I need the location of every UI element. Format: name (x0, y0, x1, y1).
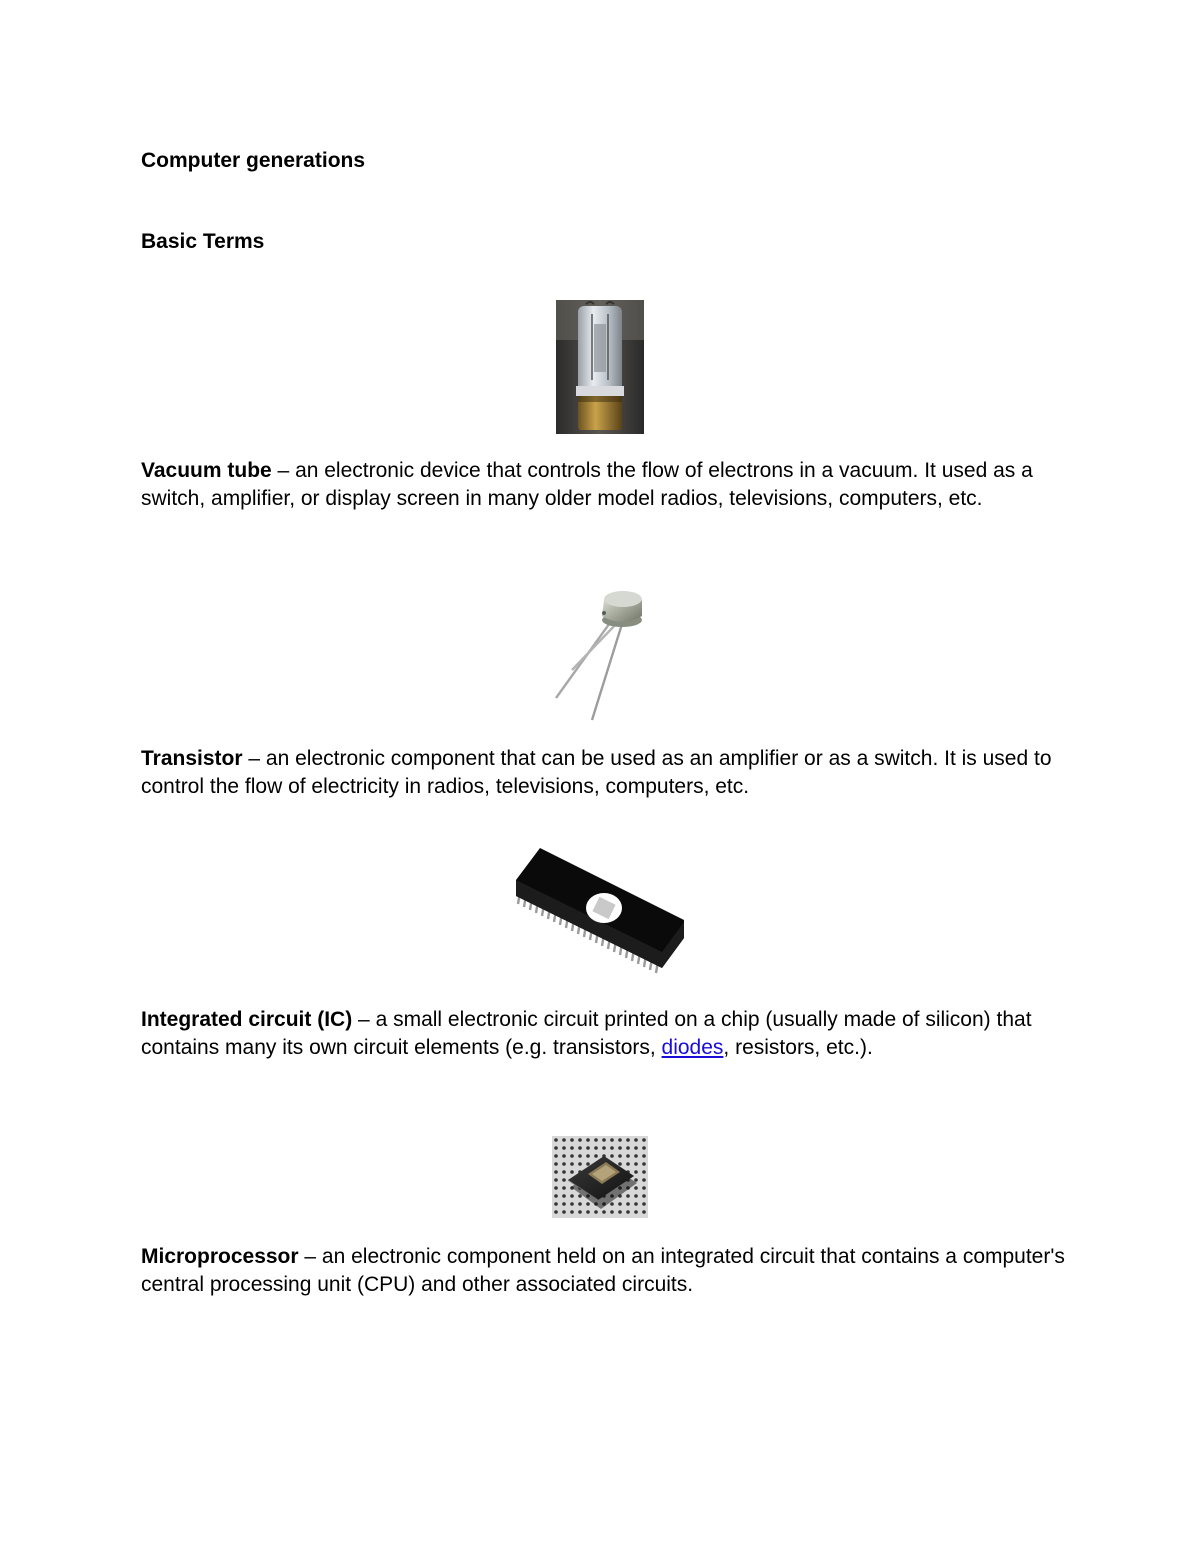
microprocessor-photo (552, 1136, 648, 1218)
term-definition: an electronic component held on an integrated circuit that contains a computer's central processing unit (CPU) and other associated circuits. (141, 1245, 1065, 1296)
term-definition-part2: , resistors, etc.). (723, 1035, 873, 1059)
term-dash: – (298, 1245, 322, 1268)
term-label: Integrated circuit (IC) (141, 1008, 353, 1031)
definition-vacuum-tube (141, 457, 1071, 512)
transistor-photo (552, 586, 648, 724)
term-dash: – (352, 1008, 376, 1031)
term-label: Microprocessor (141, 1245, 299, 1268)
definition-integrated-circuit (141, 1006, 1071, 1061)
term-label: Transistor (141, 747, 243, 770)
vacuum-tube-photo (556, 300, 644, 434)
definition-transistor (141, 745, 1071, 800)
definition-microprocessor (141, 1243, 1071, 1298)
term-definition-part1: a small electronic circuit printed on a chip (usually made of silicon) that contains many its own circuit elements (e.g. transistors, (141, 1008, 1032, 1059)
section-heading: Basic Terms (141, 230, 265, 253)
term-dash: – (271, 459, 296, 482)
term-dash: – (242, 747, 266, 770)
term-definition: an electronic component that can be used as an amplifier or as a switch. It is used to control the flow of electricity in radios, televisions, computers, etc. (141, 747, 1052, 798)
integrated-circuit-chip-image (512, 846, 688, 982)
page-title: Computer generations (141, 149, 366, 172)
term-label: Vacuum tube (141, 459, 272, 482)
diodes-link[interactable]: diodes (661, 1035, 724, 1059)
term-definition: an electronic device that controls the flow of electrons in a vacuum. It used as a switch, amplifier, or display screen in many older model radios, televisions, computers, etc. (141, 459, 1033, 510)
